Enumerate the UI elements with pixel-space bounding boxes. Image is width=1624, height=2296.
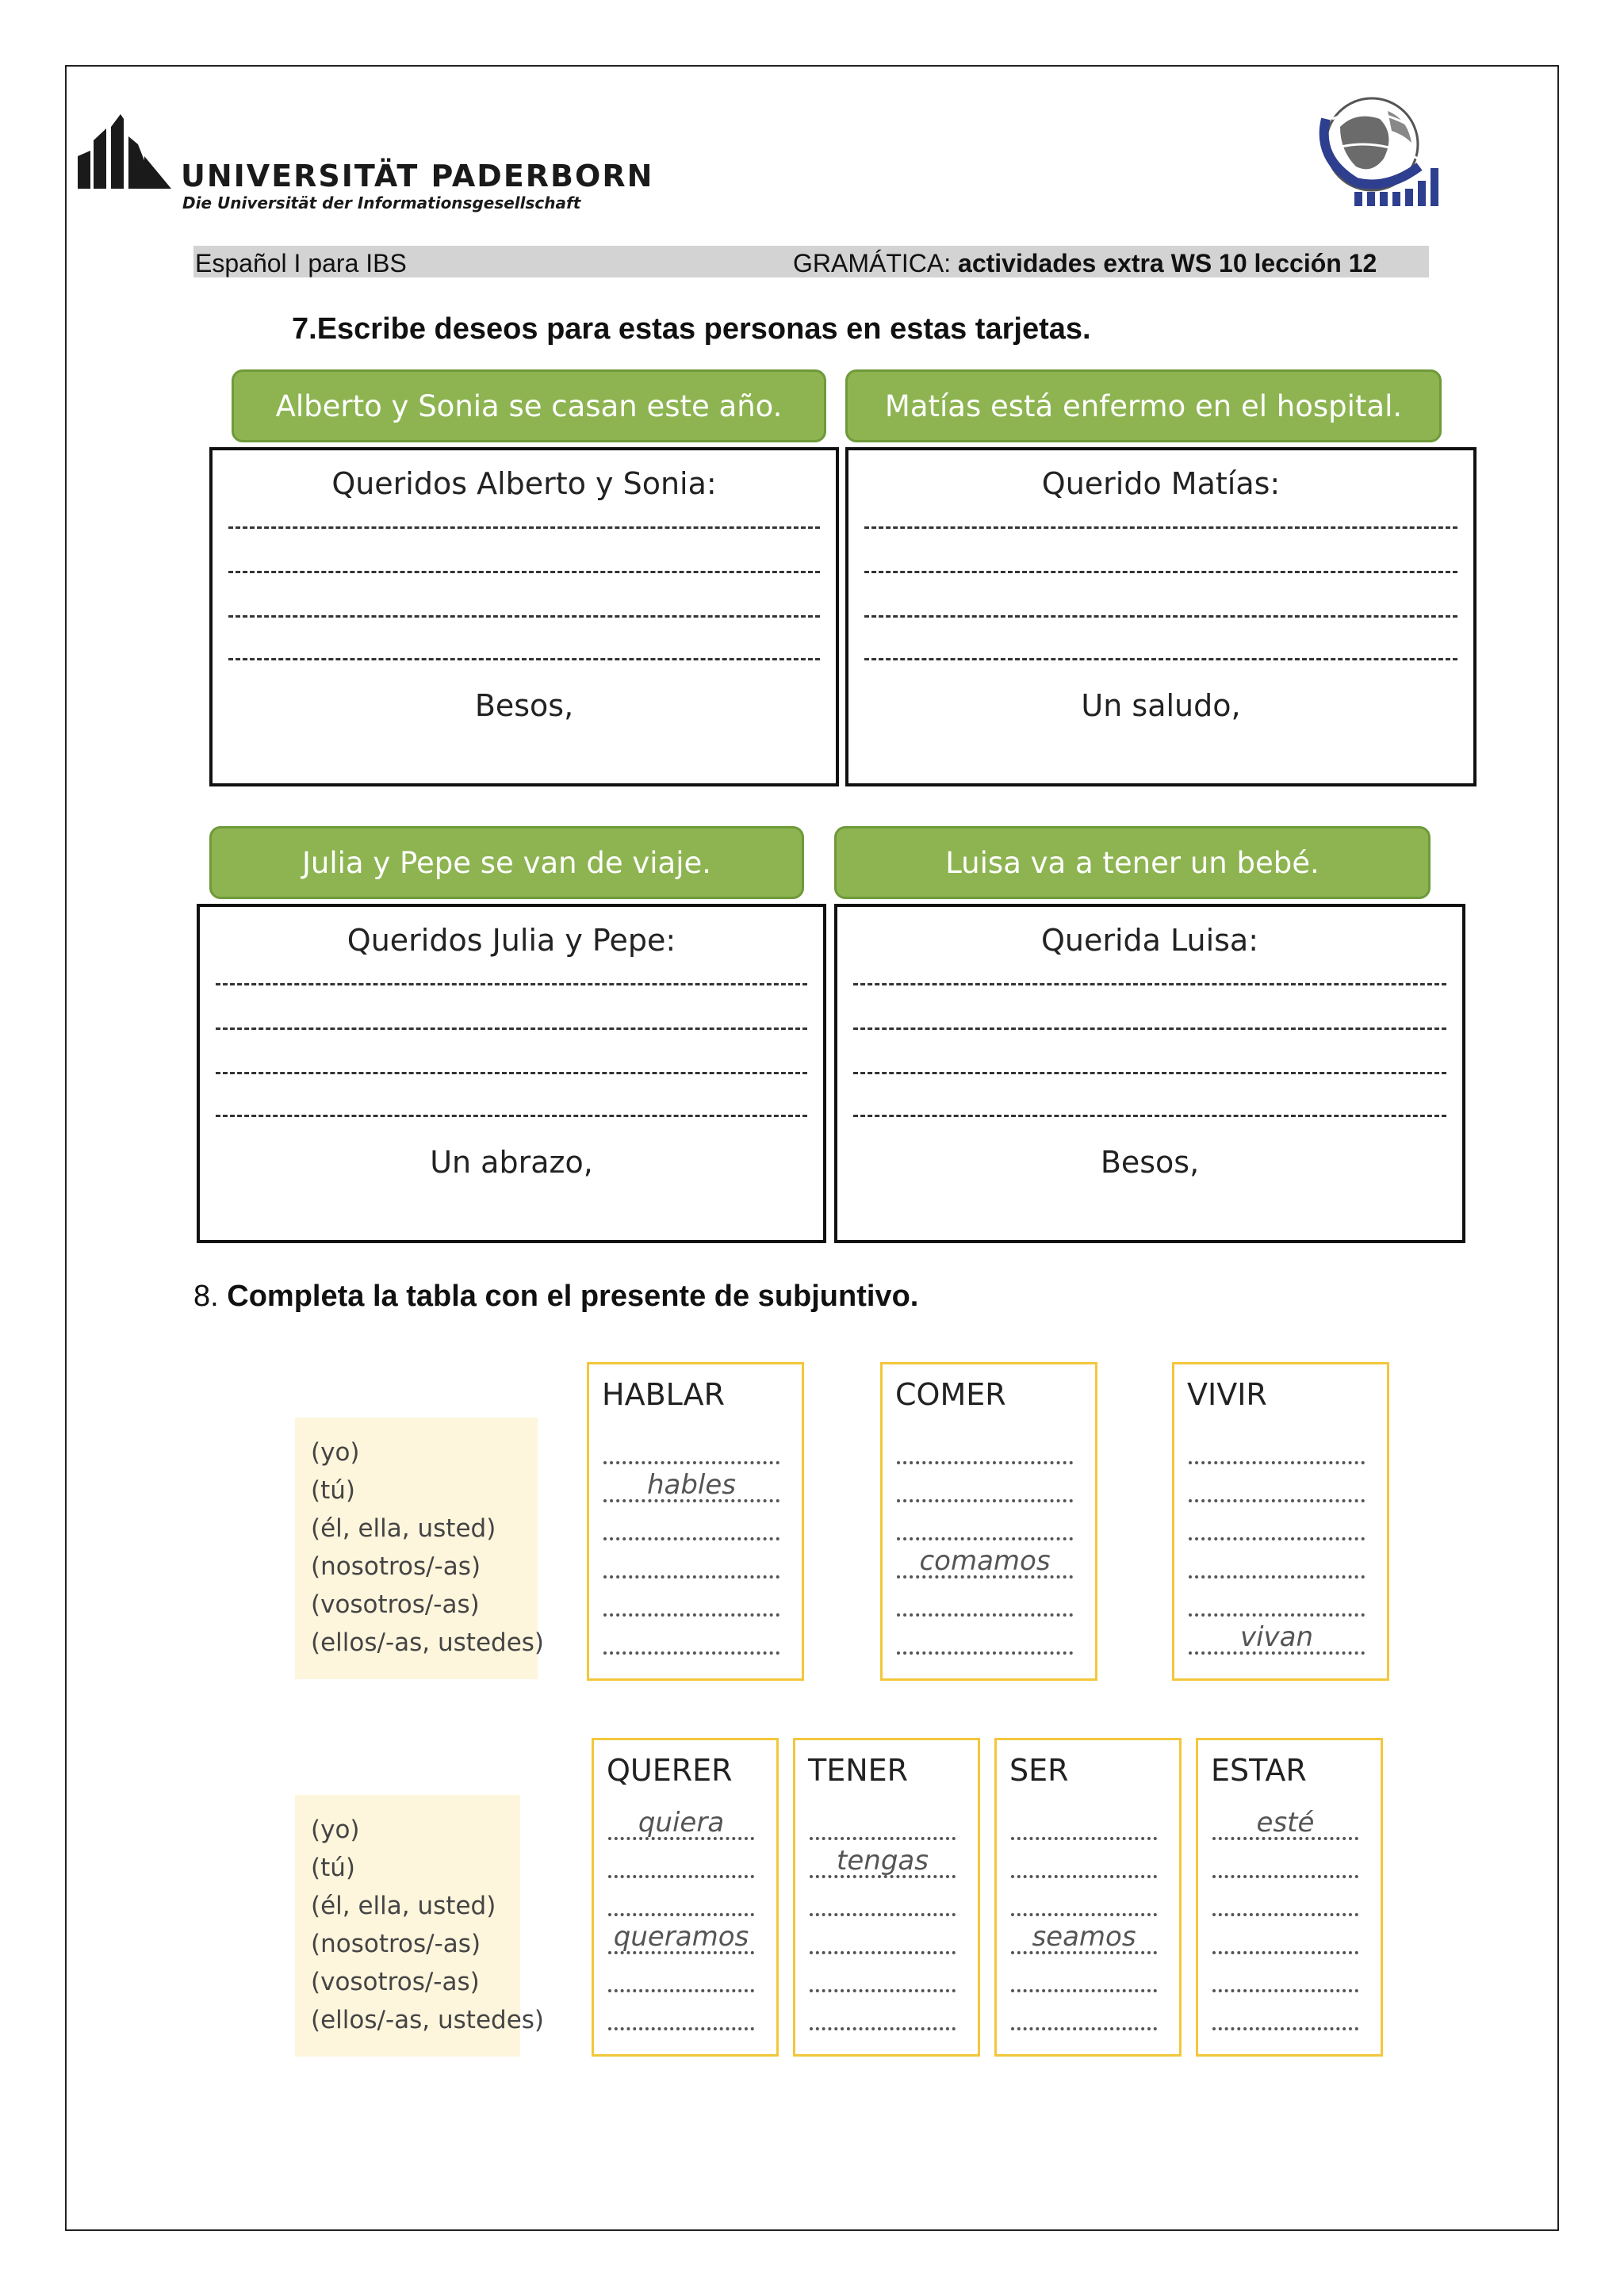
pronoun: (ellos/-as, ustedes) bbox=[311, 1628, 545, 1657]
verb-table-estar bbox=[1196, 1738, 1383, 2057]
card-situation-tag: Julia y Pepe se van de viaje. bbox=[209, 826, 804, 899]
exercise8-text: Completa la tabla con el presente de subjuntivo. bbox=[227, 1280, 919, 1313]
card-greeting: Querido Matías: bbox=[1041, 466, 1281, 501]
exercise8-number: 8. bbox=[193, 1280, 219, 1313]
topic bbox=[793, 249, 1377, 278]
pronoun: (tú) bbox=[311, 1854, 355, 1882]
card-writing-line[interactable] bbox=[853, 1027, 1446, 1030]
dotted-line bbox=[897, 1537, 1073, 1540]
card-writing-line[interactable] bbox=[864, 658, 1457, 660]
conjugation-slot[interactable] bbox=[1212, 1921, 1358, 1959]
card-writing-line[interactable] bbox=[864, 615, 1457, 618]
dotted-line bbox=[603, 1613, 779, 1617]
conjugation-slot[interactable] bbox=[608, 1845, 754, 1883]
conjugation-slot[interactable] bbox=[1189, 1583, 1365, 1621]
conjugation-slot[interactable] bbox=[1212, 1997, 1358, 2035]
verb-name: HABLAR bbox=[602, 1377, 726, 1412]
conjugation-slot[interactable] bbox=[1189, 1621, 1365, 1659]
dotted-line bbox=[897, 1613, 1073, 1617]
dotted-line bbox=[1189, 1613, 1365, 1617]
wish-card bbox=[209, 447, 839, 786]
card-writing-line[interactable] bbox=[228, 615, 820, 618]
conjugation-slot[interactable] bbox=[1011, 1845, 1157, 1883]
card-situation-tag: Alberto y Sonia se casan este año. bbox=[232, 369, 826, 442]
dotted-line bbox=[810, 1951, 956, 1954]
dotted-line bbox=[897, 1461, 1073, 1464]
conjugation-slot[interactable] bbox=[608, 1997, 754, 2035]
conjugation-answer: vivan bbox=[1239, 1621, 1314, 1653]
dotted-line bbox=[897, 1499, 1073, 1502]
conjugation-answer: queramos bbox=[613, 1921, 749, 1953]
dotted-line bbox=[810, 1837, 956, 1840]
conjugation-slot[interactable] bbox=[1212, 1807, 1358, 1845]
pronoun: (él, ella, usted) bbox=[311, 1514, 496, 1543]
card-writing-line[interactable] bbox=[216, 1072, 807, 1074]
conjugation-slot[interactable] bbox=[897, 1431, 1073, 1469]
pronoun: (nosotros/-as) bbox=[311, 1930, 481, 1958]
conjugation-slot[interactable] bbox=[897, 1545, 1073, 1583]
dotted-line bbox=[897, 1651, 1073, 1655]
conjugation-answer: tengas bbox=[837, 1845, 929, 1877]
conjugation-slot[interactable] bbox=[603, 1583, 779, 1621]
card-writing-line[interactable] bbox=[216, 983, 807, 985]
wish-card bbox=[834, 904, 1465, 1243]
dotted-line bbox=[603, 1651, 779, 1655]
conjugation-slot[interactable] bbox=[810, 1807, 956, 1845]
exercise8-title bbox=[193, 1280, 918, 1314]
conjugation-slot[interactable] bbox=[603, 1545, 779, 1583]
dotted-line bbox=[810, 1989, 956, 1992]
conjugation-slot[interactable] bbox=[608, 1883, 754, 1921]
conjugation-slot[interactable] bbox=[810, 1959, 956, 1997]
conjugation-slot[interactable] bbox=[1189, 1545, 1365, 1583]
pronoun-list bbox=[295, 1418, 545, 1679]
topic-prefix: GRAMÁTICA: bbox=[793, 249, 952, 277]
dotted-line bbox=[1189, 1499, 1365, 1502]
card-situation-tag: Luisa va a tener un bebé. bbox=[834, 826, 1431, 899]
card-writing-line[interactable] bbox=[864, 571, 1457, 573]
wish-card bbox=[197, 904, 826, 1243]
dotted-line bbox=[1011, 1837, 1157, 1840]
card-situation-tag: Matías está enfermo en el hospital. bbox=[845, 369, 1442, 442]
dotted-line bbox=[1189, 1575, 1365, 1578]
dotted-line bbox=[608, 1913, 754, 1916]
topic-bold: actividades extra WS 10 lección 12 bbox=[958, 249, 1377, 277]
university-name: UNIVERSITÄT PADERBORN bbox=[181, 159, 654, 193]
conjugation-slot[interactable] bbox=[897, 1469, 1073, 1507]
conjugation-slot[interactable] bbox=[1212, 1845, 1358, 1883]
verb-table-tener bbox=[793, 1738, 980, 2057]
pronoun: (ellos/-as, ustedes) bbox=[311, 2006, 545, 2034]
wish-card bbox=[845, 447, 1477, 786]
dotted-line bbox=[1011, 2027, 1157, 2030]
card-closing: Besos, bbox=[474, 688, 574, 723]
dotted-line bbox=[810, 1913, 956, 1916]
verb-name: VIVIR bbox=[1187, 1377, 1267, 1412]
conjugation-slot[interactable] bbox=[603, 1431, 779, 1469]
dotted-line bbox=[603, 1575, 779, 1578]
building-logo-icon bbox=[76, 113, 179, 192]
verb-table-comer bbox=[880, 1362, 1097, 1681]
pronoun: (yo) bbox=[311, 1816, 360, 1844]
dotted-line bbox=[603, 1537, 779, 1540]
dotted-line bbox=[810, 2027, 956, 2030]
card-writing-line[interactable] bbox=[864, 526, 1457, 529]
conjugation-slot[interactable] bbox=[608, 1921, 754, 1959]
verb-table-hablar bbox=[587, 1362, 804, 1681]
card-writing-line[interactable] bbox=[216, 1115, 807, 1117]
verb-name: TENER bbox=[808, 1753, 909, 1788]
dotted-line bbox=[1212, 1875, 1358, 1878]
pronoun: (vosotros/-as) bbox=[311, 1968, 480, 1996]
dotted-line bbox=[1011, 1989, 1157, 1992]
dotted-line bbox=[1212, 1913, 1358, 1916]
card-writing-line[interactable] bbox=[228, 526, 820, 529]
conjugation-slot[interactable] bbox=[603, 1507, 779, 1545]
card-greeting: Queridos Alberto y Sonia: bbox=[331, 466, 717, 501]
conjugation-slot[interactable] bbox=[603, 1621, 779, 1659]
globe-emblem-icon bbox=[1308, 95, 1443, 214]
conjugation-answer: comamos bbox=[919, 1545, 1051, 1577]
verb-name: ESTAR bbox=[1211, 1753, 1307, 1788]
verb-table-vivir bbox=[1172, 1362, 1389, 1681]
conjugation-slot[interactable] bbox=[608, 1807, 754, 1845]
dotted-line bbox=[1212, 1989, 1358, 1992]
university-subtitle: Die Universität der Informationsgesellschaft bbox=[182, 193, 581, 212]
card-writing-line[interactable] bbox=[228, 571, 820, 573]
conjugation-slot[interactable] bbox=[1011, 1997, 1157, 2035]
conjugation-slot[interactable] bbox=[1011, 1807, 1157, 1845]
conjugation-slot[interactable] bbox=[897, 1583, 1073, 1621]
conjugation-slot[interactable] bbox=[603, 1469, 779, 1507]
card-writing-line[interactable] bbox=[853, 1115, 1446, 1117]
verb-name: SER bbox=[1009, 1753, 1069, 1788]
conjugation-slot[interactable] bbox=[608, 1959, 754, 1997]
conjugation-slot[interactable] bbox=[810, 1921, 956, 1959]
dotted-line bbox=[1011, 1913, 1157, 1916]
conjugation-slot[interactable] bbox=[1011, 1921, 1157, 1959]
pronoun: (él, ella, usted) bbox=[311, 1892, 496, 1920]
conjugation-slot[interactable] bbox=[897, 1507, 1073, 1545]
dotted-line bbox=[1189, 1461, 1365, 1464]
card-writing-line[interactable] bbox=[853, 983, 1446, 985]
conjugation-slot[interactable] bbox=[810, 1997, 956, 2035]
dotted-line bbox=[603, 1461, 779, 1464]
dotted-line bbox=[608, 1989, 754, 1992]
verb-name: COMER bbox=[895, 1377, 1006, 1412]
conjugation-slot[interactable] bbox=[1189, 1431, 1365, 1469]
pronoun: (tú) bbox=[311, 1476, 355, 1505]
university-logo bbox=[76, 111, 654, 214]
pronoun: (vosotros/-as) bbox=[311, 1590, 480, 1619]
pronoun-list bbox=[295, 1795, 545, 2057]
card-closing: Un abrazo, bbox=[430, 1145, 593, 1180]
subject-bar bbox=[193, 246, 1429, 277]
card-greeting: Queridos Julia y Pepe: bbox=[347, 923, 676, 958]
conjugation-answer: seamos bbox=[1032, 1921, 1136, 1953]
dotted-line bbox=[608, 2027, 754, 2030]
card-writing-line[interactable] bbox=[228, 658, 820, 660]
conjugation-slot[interactable] bbox=[1011, 1883, 1157, 1921]
conjugation-answer: esté bbox=[1256, 1807, 1315, 1839]
conjugation-answer: hables bbox=[646, 1469, 737, 1501]
exercise7-title: 7.Escribe deseos para estas personas en estas tarjetas. bbox=[292, 312, 1091, 346]
verb-table-querer bbox=[592, 1738, 779, 2057]
course-name: Español I para IBS bbox=[195, 249, 407, 277]
conjugation-slot[interactable] bbox=[810, 1845, 956, 1883]
conjugation-slot[interactable] bbox=[1212, 1883, 1358, 1921]
card-writing-line[interactable] bbox=[216, 1027, 807, 1030]
pronoun: (yo) bbox=[311, 1438, 360, 1467]
card-greeting: Querida Luisa: bbox=[1040, 923, 1259, 958]
conjugation-slot[interactable] bbox=[1011, 1959, 1157, 1997]
dotted-line bbox=[1189, 1537, 1365, 1540]
dotted-line bbox=[1212, 1951, 1358, 1954]
conjugation-slot[interactable] bbox=[897, 1621, 1073, 1659]
dotted-line bbox=[1212, 2027, 1358, 2030]
card-closing: Besos, bbox=[1100, 1145, 1200, 1180]
pronoun: (nosotros/-as) bbox=[311, 1552, 481, 1581]
conjugation-answer: quiera bbox=[638, 1807, 725, 1839]
verb-table-ser bbox=[994, 1738, 1182, 2057]
dotted-line bbox=[1011, 1875, 1157, 1878]
conjugation-slot[interactable] bbox=[1189, 1469, 1365, 1507]
verb-name: QUERER bbox=[607, 1753, 733, 1788]
conjugation-slot[interactable] bbox=[1212, 1959, 1358, 1997]
card-closing: Un saludo, bbox=[1081, 688, 1241, 723]
card-writing-line[interactable] bbox=[853, 1072, 1446, 1074]
conjugation-slot[interactable] bbox=[810, 1883, 956, 1921]
conjugation-slot[interactable] bbox=[1189, 1507, 1365, 1545]
dotted-line bbox=[608, 1875, 754, 1878]
